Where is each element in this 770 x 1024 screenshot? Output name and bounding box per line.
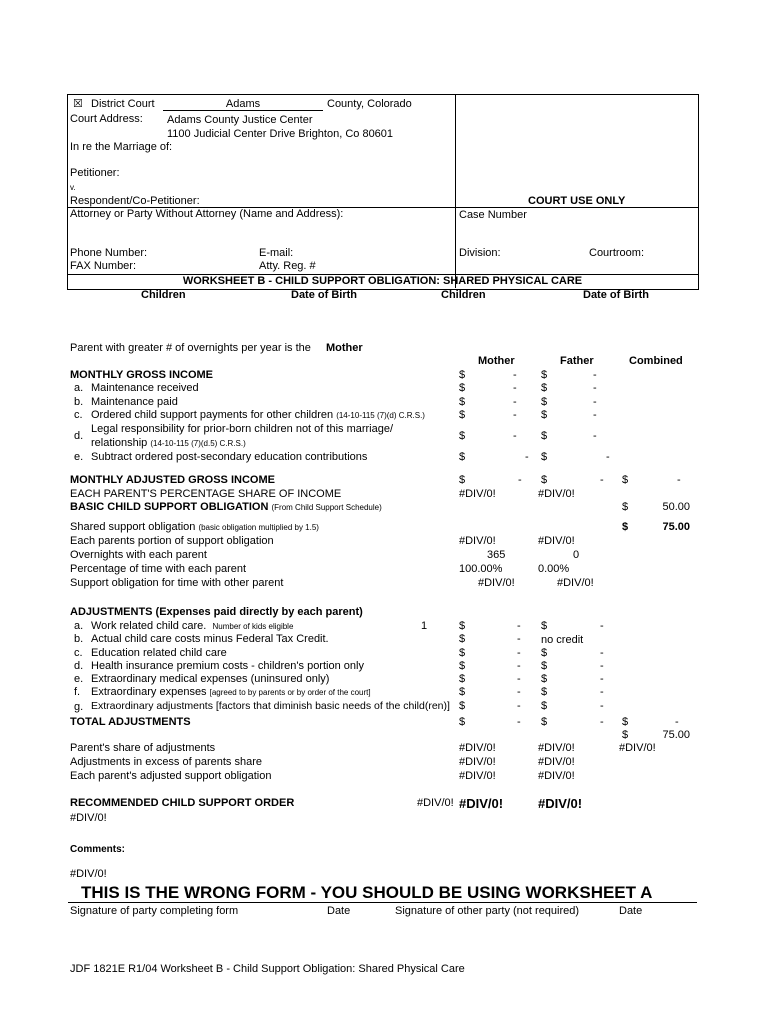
total-adjustments-label: TOTAL ADJUSTMENTS <box>70 716 191 728</box>
total-adj-f-val: - <box>600 716 604 728</box>
income-b-f-sym: $ <box>541 396 548 408</box>
income-d-m-val: - <box>513 430 517 442</box>
adj-f-f-val: - <box>600 686 604 698</box>
adjusted-obligation-m: #DIV/0! <box>459 770 496 782</box>
adj-c-letter: c. <box>74 647 83 659</box>
signature-date-label-1: Date <box>327 905 351 917</box>
share-adjustments-f: #DIV/0! <box>538 742 575 754</box>
adj-b-f-val: no credit <box>541 634 584 646</box>
income-c-letter: c. <box>74 409 83 421</box>
attorney-label: Attorney or Party Without Attorney (Name and Address): <box>70 208 344 220</box>
shared-obligation-val: 75.00 <box>662 521 690 533</box>
income-c-label <box>91 409 425 422</box>
adjusted-c-val: - <box>677 474 681 486</box>
children-header-1: Children <box>141 289 186 301</box>
adj-c-m-val: - <box>517 647 521 659</box>
adj-a-m-val: - <box>517 620 521 632</box>
county-suffix: County, Colorado <box>327 98 412 110</box>
comments-value: #DIV/0! <box>70 868 107 880</box>
adj-e-m-sym: $ <box>459 673 466 685</box>
petitioner-label: Petitioner: <box>70 167 120 179</box>
adj-g-m-val: - <box>517 700 521 712</box>
income-d-label2-text: relationship <box>91 437 151 449</box>
income-c-m-sym: $ <box>459 409 466 421</box>
marriage-label: In re the Marriage of: <box>70 141 173 153</box>
adjusted-m-sym: $ <box>459 474 466 486</box>
gross-m-val: - <box>513 369 517 381</box>
adjusted-obligation-label: Each parent's adjusted support obligation <box>70 770 272 782</box>
income-d-label: Legal responsibility for prior-born children not of this marriage/ <box>91 423 394 435</box>
support-time-f: #DIV/0! <box>557 577 594 589</box>
adj-g-letter: g. <box>74 701 84 713</box>
support-time-label: Support obligation for time with other parent <box>70 577 284 589</box>
adj-d-label: Health insurance premium costs - children's portion only <box>91 660 364 672</box>
income-a-m-sym: $ <box>459 382 466 394</box>
percentage-share-f: #DIV/0! <box>538 488 575 500</box>
income-e-m-val: - <box>525 451 529 463</box>
adj-c-m-sym: $ <box>459 647 466 659</box>
income-b-m-val: - <box>513 396 517 408</box>
income-a-letter: a. <box>74 382 84 394</box>
fax-label: FAX Number: <box>70 260 137 272</box>
income-e-f-val: - <box>606 451 610 463</box>
adj-a-label-text: Work related child care. <box>91 620 207 632</box>
income-a-f-sym: $ <box>541 382 548 394</box>
income-c-f-val: - <box>593 409 597 421</box>
adj-g-f-sym: $ <box>541 700 548 712</box>
caption-box <box>67 94 699 290</box>
income-e-f-sym: $ <box>541 451 548 463</box>
recommended-below: #DIV/0! <box>70 812 107 824</box>
gross-f-val: - <box>593 369 597 381</box>
recommended-pre: #DIV/0! <box>417 797 454 809</box>
court-use-only: COURT USE ONLY <box>528 195 626 207</box>
adj-g-f-val: - <box>600 700 604 712</box>
overnights-label: Parent with greater # of overnights per year is the <box>70 342 311 354</box>
excess-m: #DIV/0! <box>459 756 496 768</box>
adj-f-letter: f. <box>74 686 81 698</box>
income-b-f-val: - <box>593 396 597 408</box>
dob-header-1: Date of Birth <box>291 289 357 301</box>
adj-f-f-sym: $ <box>541 686 548 698</box>
overnights-each-label: Overnights with each parent <box>70 549 207 561</box>
adj-c-label: Education related child care <box>91 647 227 659</box>
income-c-label-text: Ordered child support payments for other children <box>91 409 337 421</box>
county-name: Adams <box>225 98 261 110</box>
portion-label: Each parents portion of support obligation <box>70 535 274 547</box>
phone-label: Phone Number: <box>70 247 148 259</box>
form-footer: JDF 1821E R1/04 Worksheet B - Child Support Obligation: Shared Physical Care <box>70 963 465 975</box>
col-mother: Mother <box>478 355 515 367</box>
adj-f-note: [agreed to by parents or by order of the court] <box>209 688 371 697</box>
income-c-m-val: - <box>513 409 517 421</box>
income-b-label: Maintenance paid <box>91 396 178 408</box>
support-time-m: #DIV/0! <box>478 577 515 589</box>
adj-a-m-sym: $ <box>459 620 466 632</box>
income-c-f-sym: $ <box>541 409 548 421</box>
adjusted-obligation-f: #DIV/0! <box>538 770 575 782</box>
versus-label: v. <box>70 183 76 192</box>
basic-obligation-sym: $ <box>622 501 629 513</box>
adj-c-f-sym: $ <box>541 647 548 659</box>
col-combined: Combined <box>629 355 683 367</box>
adj-g-label: Extraordinary adjustments [factors that diminish basic needs of the child(ren)] <box>91 700 450 712</box>
income-d-f-sym: $ <box>541 430 548 442</box>
adj-a-f-val: - <box>600 620 604 632</box>
total-adj-f-sym: $ <box>541 716 548 728</box>
court-address-line1: Adams County Justice Center <box>167 114 313 126</box>
adj-a-label <box>91 620 293 633</box>
caption-divider-vertical <box>455 94 456 288</box>
court-address-label: Court Address: <box>70 113 143 125</box>
kids-eligible-value: 1 <box>421 620 428 632</box>
basic-obligation-label <box>70 501 382 514</box>
income-d-m-sym: $ <box>459 430 466 442</box>
adj-d-f-sym: $ <box>541 660 548 672</box>
shared-obligation-label <box>70 521 319 534</box>
adj-d-f-val: - <box>600 660 604 672</box>
dob-header-2: Date of Birth <box>583 289 649 301</box>
excess-label: Adjustments in excess of parents share <box>70 756 262 768</box>
overnights-each-m: 365 <box>487 549 506 561</box>
email-label: E-mail: <box>259 247 294 259</box>
worksheet-title: WORKSHEET B - CHILD SUPPORT OBLIGATION: SHARED PHYSICAL CARE <box>182 275 583 287</box>
total-adj-m-sym: $ <box>459 716 466 728</box>
income-d-note: (14-10-115 (7)(d.5) C.R.S.) <box>150 439 246 448</box>
adjusted-f-val: - <box>600 474 604 486</box>
shared-obligation-note: (basic obligation multiplied by 1.5) <box>198 523 319 532</box>
pct-time-f: 0.00% <box>538 563 570 575</box>
signature-date-label-2: Date <box>619 905 643 917</box>
excess-f: #DIV/0! <box>538 756 575 768</box>
percentage-share-label: EACH PARENT'S PERCENTAGE SHARE OF INCOME <box>70 488 342 500</box>
basic-obligation-val: 50.00 <box>662 501 690 513</box>
income-e-m-sym: $ <box>459 451 466 463</box>
col-father: Father <box>560 355 594 367</box>
kids-eligible-label: Number of kids eligible <box>212 622 294 631</box>
adj-e-f-sym: $ <box>541 673 548 685</box>
comments-label: Comments: <box>70 844 126 855</box>
income-d-letter: d. <box>74 430 84 442</box>
total-adj-m-val: - <box>517 716 521 728</box>
portion-f: #DIV/0! <box>538 535 575 547</box>
adj-e-label: Extraordinary medical expenses (uninsured only) <box>91 673 330 685</box>
children-header-2: Children <box>441 289 486 301</box>
adj-a-letter: a. <box>74 620 84 632</box>
total-adj-c-val: - <box>675 716 679 728</box>
adjusted-c-sym: $ <box>622 474 629 486</box>
signature-other-label: Signature of other party (not required) <box>395 905 580 917</box>
adjusted-gross-label: MONTHLY ADJUSTED GROSS INCOME <box>70 474 275 486</box>
gross-f-sym: $ <box>541 369 548 381</box>
income-a-m-val: - <box>513 382 517 394</box>
district-court-label: District Court <box>91 98 155 110</box>
income-c-note: (14-10-115 (7)(d) C.R.S.) <box>336 411 425 420</box>
share-adjustments-m: #DIV/0! <box>459 742 496 754</box>
income-d-label2 <box>91 437 246 450</box>
shared-obligation-text: Shared support obligation <box>70 521 199 533</box>
adjustments-header: ADJUSTMENTS (Expenses paid directly by each parent) <box>70 606 363 618</box>
income-b-m-sym: $ <box>459 396 466 408</box>
courtroom-label: Courtroom: <box>589 247 645 259</box>
court-address-line2: 1100 Judicial Center Drive Brighton, Co 80601 <box>167 128 394 140</box>
share-adjustments-c: #DIV/0! <box>619 742 656 754</box>
overnights-parent: Mother <box>326 342 363 354</box>
adj-d-letter: d. <box>74 660 84 672</box>
adj-e-f-val: - <box>600 673 604 685</box>
adj-g-m-sym: $ <box>459 700 466 712</box>
adj-e-letter: e. <box>74 673 84 685</box>
income-b-letter: b. <box>74 396 84 408</box>
adj-f-m-val: - <box>517 686 521 698</box>
basic-obligation-text: BASIC CHILD SUPPORT OBLIGATION <box>70 501 269 513</box>
income-e-letter: e. <box>74 451 84 463</box>
adj-d-m-val: - <box>517 660 521 672</box>
adjusted-f-sym: $ <box>541 474 548 486</box>
recommended-label: RECOMMENDED CHILD SUPPORT ORDER <box>70 797 295 809</box>
adj-b-m-val: - <box>517 633 521 645</box>
income-e-label: Subtract ordered post-secondary education contributions <box>91 451 368 463</box>
recommended-m: #DIV/0! <box>459 796 504 811</box>
adj-b-letter: b. <box>74 633 84 645</box>
income-a-f-val: - <box>593 382 597 394</box>
total-adj-c-sym: $ <box>622 716 629 728</box>
pct-time-label: Percentage of time with each parent <box>70 563 247 575</box>
income-d-f-val: - <box>593 430 597 442</box>
district-court-checkbox[interactable]: ☒ <box>73 98 83 110</box>
case-number-label: Case Number <box>459 209 527 221</box>
adj-b-label: Actual child care costs minus Federal Tax Credit. <box>91 633 329 645</box>
share-adjustments-label: Parent's share of adjustments <box>70 742 216 754</box>
signature-line <box>68 902 697 903</box>
total-adj-c2-val: 75.00 <box>662 729 690 741</box>
percentage-share-m: #DIV/0! <box>459 488 496 500</box>
pct-time-m: 100.00% <box>459 563 503 575</box>
recommended-f: #DIV/0! <box>538 796 583 811</box>
county-underline <box>163 110 323 111</box>
shared-obligation-sym: $ <box>622 521 629 533</box>
total-adj-c2-sym: $ <box>622 729 629 741</box>
adj-d-m-sym: $ <box>459 660 466 672</box>
respondent-label: Respondent/Co-Petitioner: <box>70 195 200 207</box>
basic-obligation-note: (From Child Support Schedule) <box>271 503 382 512</box>
adjusted-m-val: - <box>518 474 522 486</box>
signature-party-label: Signature of party completing form <box>70 905 239 917</box>
adj-e-m-val: - <box>517 673 521 685</box>
adj-b-m-sym: $ <box>459 633 466 645</box>
adj-c-f-val: - <box>600 647 604 659</box>
income-a-label: Maintenance received <box>91 382 199 394</box>
division-label: Division: <box>459 247 501 259</box>
adj-f-label <box>91 686 371 699</box>
gross-m-sym: $ <box>459 369 466 381</box>
atty-reg-label: Atty. Reg. # <box>259 260 316 272</box>
adj-f-m-sym: $ <box>459 686 466 698</box>
portion-m: #DIV/0! <box>459 535 496 547</box>
overnights-each-f: 0 <box>573 549 580 561</box>
adj-a-f-sym: $ <box>541 620 548 632</box>
wrong-form-warning: THIS IS THE WRONG FORM - YOU SHOULD BE USING WORKSHEET A <box>81 883 653 902</box>
adj-f-label-text: Extraordinary expenses <box>91 686 210 698</box>
gross-income-header: MONTHLY GROSS INCOME <box>70 369 214 381</box>
